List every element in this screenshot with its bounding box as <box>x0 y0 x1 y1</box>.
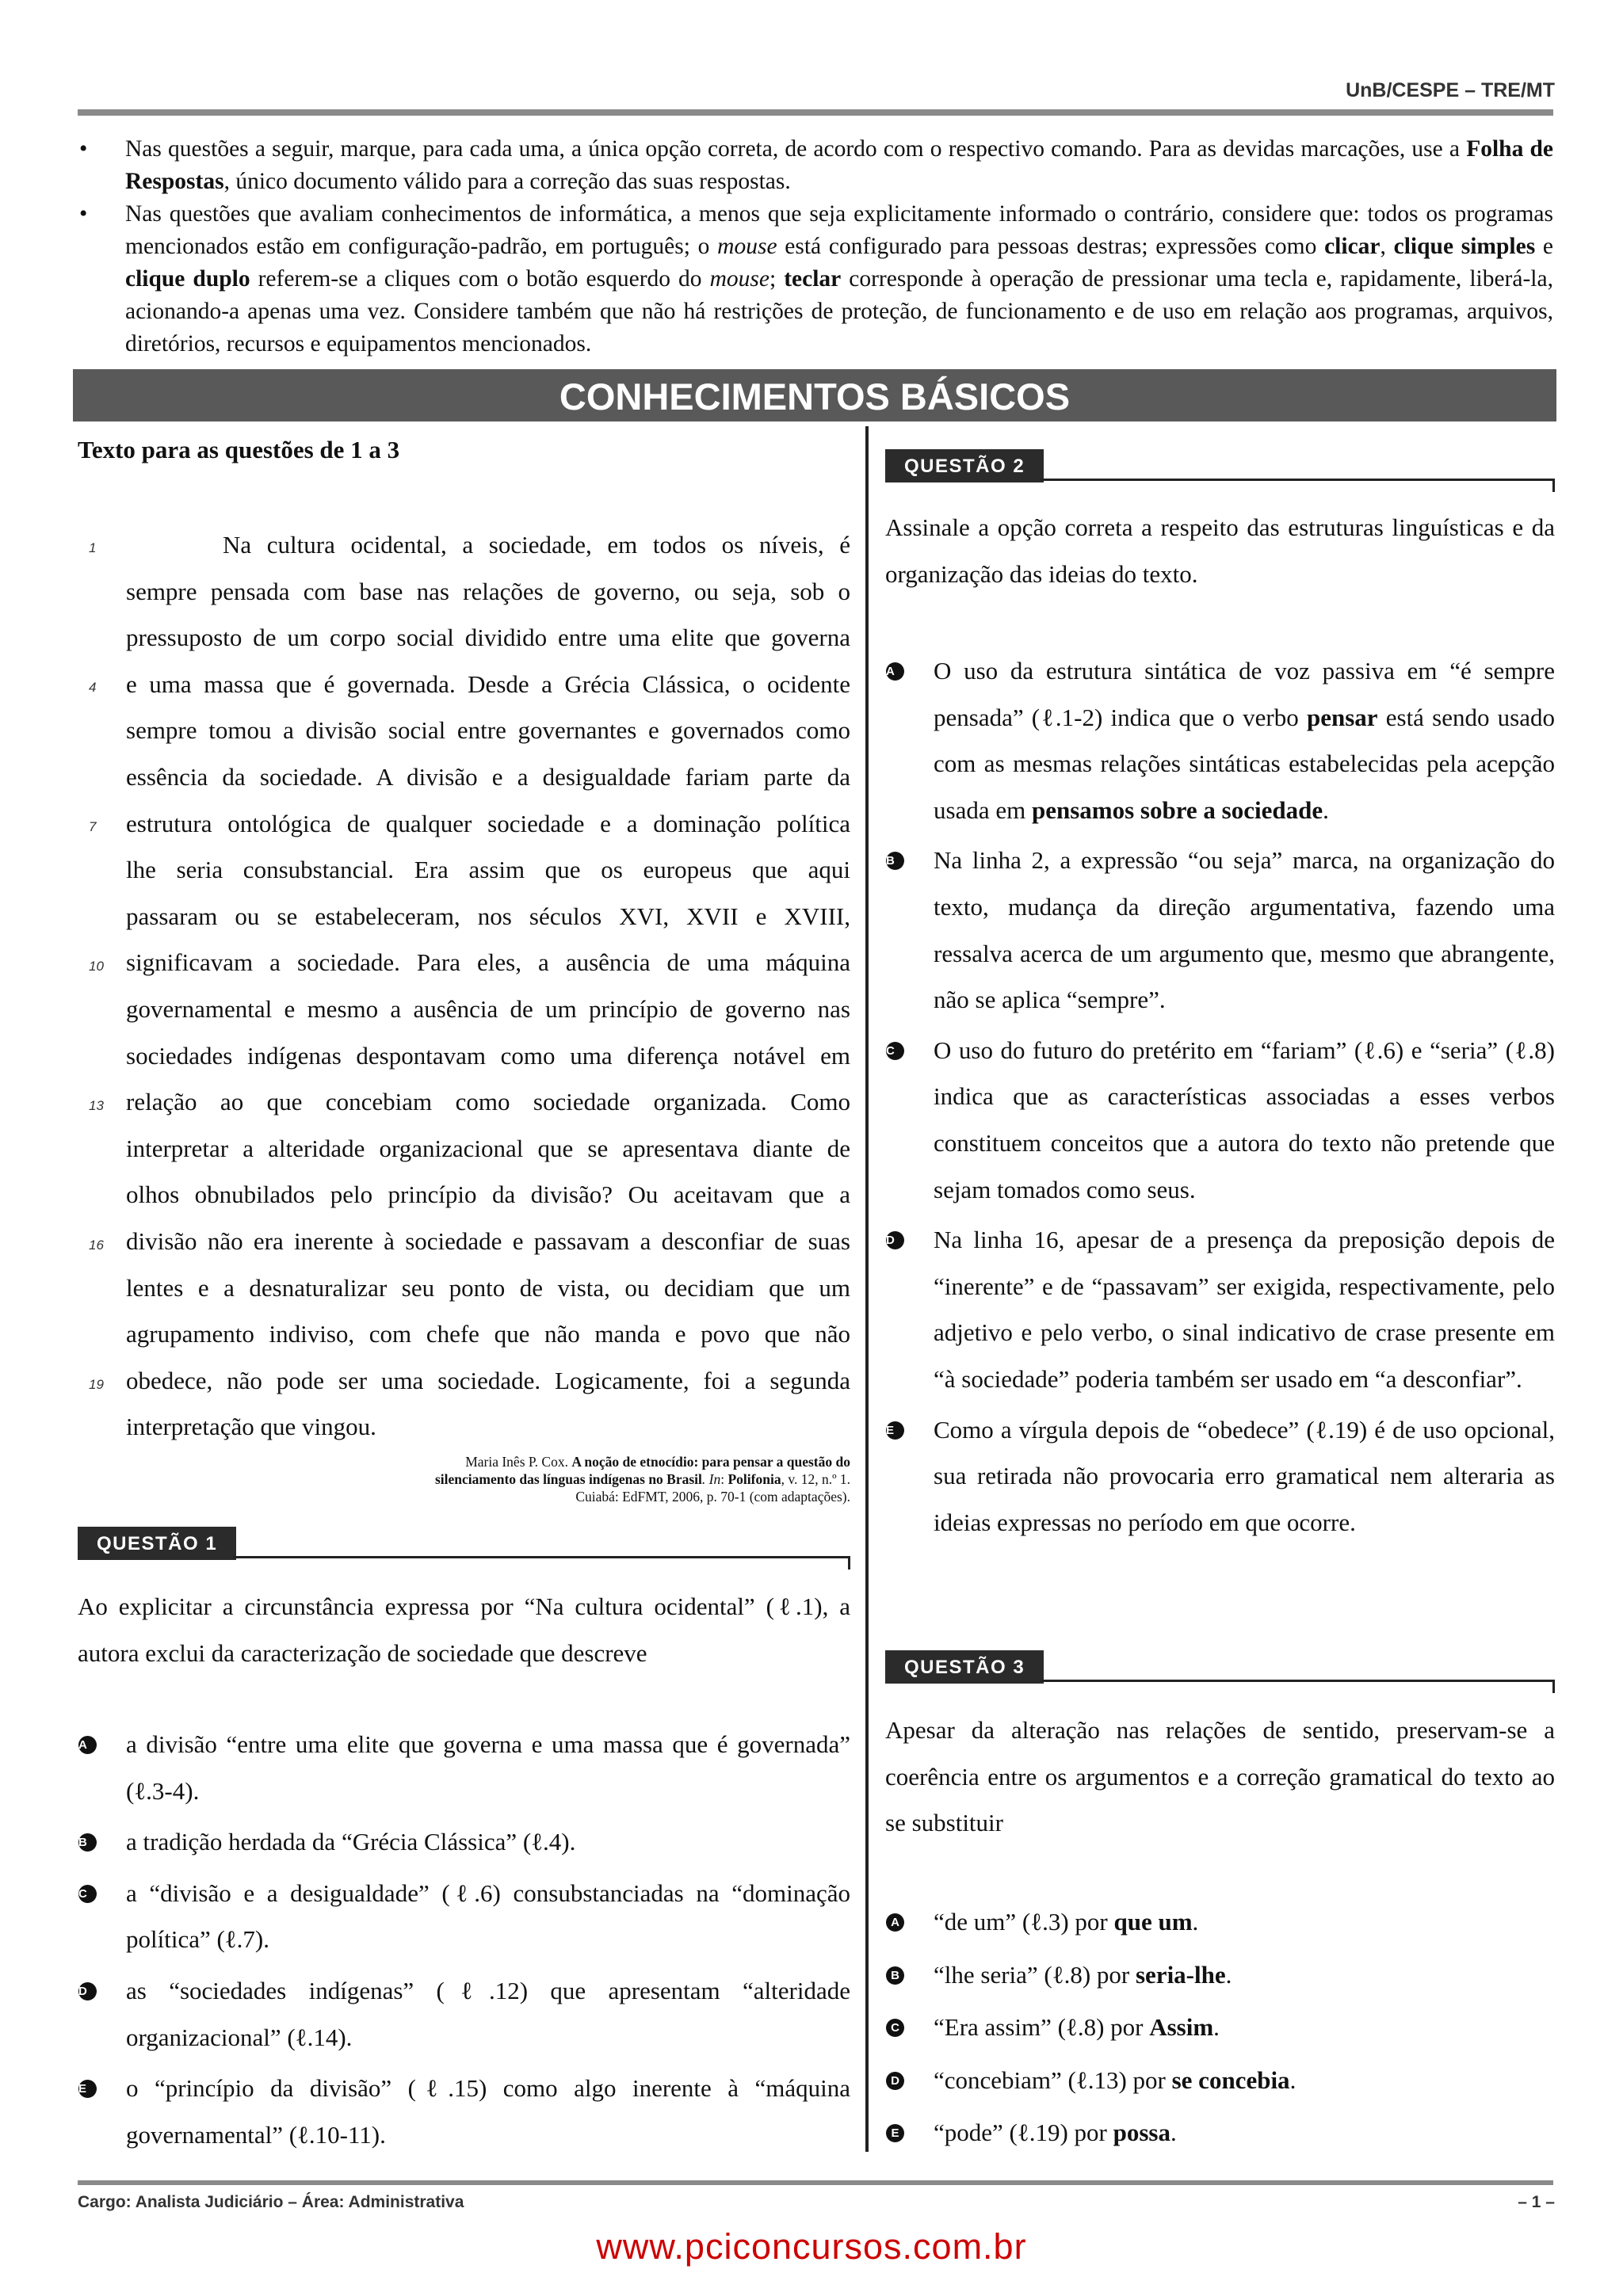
question-3-stem: Apesar da alteração nas relações de sentido, preservam-se a coerência entre os argumentos e a correção gramatical do texto ao se substituir <box>885 1716 1555 1837</box>
passage-line: governamental e mesmo a ausência de um princípio de governo nas <box>126 994 850 1023</box>
passage-line: sempre pensada com base nas relações de governo, ou seja, sob o <box>126 577 850 605</box>
question-1-options <box>78 1722 850 2158</box>
option-badge: B <box>886 852 904 870</box>
option-badge: B <box>78 1833 97 1852</box>
option-badge: A <box>886 662 904 681</box>
option-c[interactable]: C O uso do futuro do pretérito em “fariam” (ℓ.6) e “seria” (ℓ.8) indica que as características associadas a esses verbos constituem conceitos que a autora do texto não pretende que sejam tomados como seus. <box>886 1035 1555 1203</box>
option-a[interactable]: A “de um” (ℓ.3) por que um. <box>934 1899 1555 1946</box>
passage-line: agrupamento indiviso, com chefe que não manda e povo que não <box>126 1320 850 1348</box>
question-2-tag: QUESTÃO 2 <box>885 449 1044 482</box>
line-number: 19 <box>89 1377 104 1392</box>
option-badge: D <box>886 1231 904 1249</box>
text-source: Maria Inês P. Cox. A noção de etnocídio: para pensar a questão do silenciamento das línguas indígenas no Brasil. In: Polifonia, v. 12, n.º 1. Cuiabá: EdFMT, 2006, p. 70-1 (com adaptações). <box>434 1454 850 1505</box>
question-rule-tick <box>1552 479 1555 492</box>
footer-role: Cargo: Analista Judiciário – Área: Administrativa <box>78 2193 464 2211</box>
passage-line: significavam a sociedade. Para eles, a ausência de uma máquina <box>126 948 850 977</box>
page-number: – 1 – <box>1518 2193 1555 2211</box>
passage-line: lentes e a desnaturalizar seu ponto de vista, ou decidiam que um <box>126 1273 850 1302</box>
passage-line: divisão não era inerente à sociedade e passavam a desconfiar de suas <box>126 1226 850 1255</box>
option-badge: A <box>886 1913 904 1932</box>
option-c[interactable]: C a “divisão e a desigualdade” (ℓ.6) consubstanciadas na “dominação política” (ℓ.7). <box>78 1878 850 1954</box>
question-rule <box>1041 479 1555 481</box>
passage-line: interpretação que vingou. <box>126 1413 376 1441</box>
question-3-header <box>885 1650 1555 1684</box>
passage-line: sempre tomou a divisão social entre governantes e governados como <box>126 716 850 745</box>
line-number: 16 <box>89 1238 104 1253</box>
passage-line: pressuposto de um corpo social dividido entre uma elite que governa <box>126 624 850 652</box>
passage-line: relação ao que concebiam como sociedade organizada. Como <box>126 1088 850 1116</box>
passage-line: lhe seria consubstancial. Era assim que os europeus que aqui <box>126 856 850 884</box>
passage-line: Na cultura ocidental, a sociedade, em todos os níveis, é <box>223 531 850 559</box>
passage-line: e uma massa que é governada. Desde a Grécia Clássica, o ocidente <box>126 669 850 698</box>
passage-line: essência da sociedade. A divisão e a desigualdade fariam parte da <box>126 762 850 791</box>
passage-line: passaram ou se estabeleceram, nos séculos XVI, XVII e XVIII, <box>126 902 850 930</box>
exam-header: UnB/CESPE – TRE/MT <box>1346 79 1555 101</box>
passage-line: estrutura ontológica de qualquer sociedade e a dominação política <box>126 809 850 837</box>
question-rule-tick <box>1552 1680 1555 1693</box>
option-e[interactable]: E o “princípio da divisão” (ℓ.15) como algo inerente à “máquina governamental” (ℓ.10-11). <box>78 2074 850 2149</box>
site-url[interactable]: www.pciconcursos.com.br <box>596 2226 1027 2267</box>
passage-line: sociedades indígenas despontavam como uma diferença notável em <box>126 1041 850 1070</box>
question-1-stem: Ao explicitar a circunstância expressa por “Na cultura ocidental” (ℓ.1), a autora exclui da caracterização de sociedade que descreve <box>78 1592 850 1667</box>
instructions <box>78 133 1553 360</box>
question-rule <box>233 1556 850 1558</box>
option-badge: C <box>886 1042 904 1060</box>
question-2-header <box>885 449 1555 482</box>
footer-rule <box>78 2180 1553 2185</box>
option-b[interactable]: B a tradição herdada da “Grécia Clássica” (ℓ.4). <box>78 1828 576 1856</box>
option-badge: E <box>886 2124 904 2142</box>
option-badge: E <box>886 1421 904 1440</box>
option-d[interactable]: D Na linha 16, apesar de a presença da preposição depois de “inerente” e de “passavam” ser exigida, respectivamente, pelo adjetivo e pelo verbo, o sinal indicativo de crase presente em “à sociedade” poderia também ser usado em “a desconfiar”. <box>886 1226 1555 1393</box>
line-number: 1 <box>89 540 97 555</box>
passage-line: obedece, não pode ser uma sociedade. Logicamente, foi a segunda <box>126 1366 850 1394</box>
question-1-header <box>78 1527 850 1560</box>
line-number: 13 <box>89 1098 104 1113</box>
passage-line: olhos obnubilados pelo princípio da divisão? Ou aceitavam que a <box>126 1180 850 1209</box>
option-a[interactable]: A a divisão “entre uma elite que governa e uma massa que é governada” (ℓ.3-4). <box>78 1730 850 1805</box>
option-a[interactable]: A O uso da estrutura sintática de voz passiva em “é sempre pensada” (ℓ.1-2) indica que o verbo pensar está sendo usado com as mesmas relações sintáticas estabelecidas pela acepção usada em pensamos sobre a sociedade. <box>886 657 1556 824</box>
option-badge: D <box>886 2072 904 2090</box>
instruction-bullet-2: • Nas questões que avaliam conhecimentos de informática, a menos que seja explicitamente informado o contrário, considere que: todos os programas mencionados estão em configuração-padrão, em português; o mouse está configurado para pessoas destras; expressões como clicar, clique simples e clique duplo referem-se a cliques com o botão esquerdo do mouse; teclar corresponde à operação de pressionar uma tecla e, rapidamente, liberá-la, acionando-a apenas uma vez. Considere também que não há restrições de proteção, de funcionamento e de uso em relação aos programas, arquivos, diretórios, recursos e equipamentos mencionados. <box>78 198 1553 360</box>
section-banner: CONHECIMENTOS BÁSICOS <box>73 369 1556 421</box>
question-2-stem: Assinale a opção correta a respeito das estruturas linguísticas e da organização das ideias do texto. <box>885 513 1555 588</box>
option-e[interactable]: E “pode” (ℓ.19) por possa. <box>934 2110 1555 2157</box>
line-number: 4 <box>89 680 97 695</box>
option-badge: C <box>886 2019 904 2037</box>
question-3-options <box>891 1899 1555 2157</box>
question-rule <box>1041 1680 1555 1682</box>
option-badge: B <box>886 1966 904 1985</box>
passage-line: interpretar a alteridade organizacional que se apresentava diante de <box>126 1134 850 1162</box>
question-2-options <box>886 648 1556 1546</box>
header-rule <box>78 109 1553 116</box>
instruction-bullet-1: • Nas questões a seguir, marque, para cada uma, a única opção correta, de acordo com o respectivo comando. Para as devidas marcações, use a Folha de Respostas, único documento válido para a correção das suas respostas. <box>78 133 1553 198</box>
option-badge: C <box>78 1885 97 1903</box>
option-e[interactable]: E Como a vírgula depois de “obedece” (ℓ.19) é de uso opcional, sua retirada não provocaria erro gramatical nem alteraria as ideias expressas no período em que ocorre. <box>886 1415 1555 1536</box>
option-d[interactable]: D “concebiam” (ℓ.13) por se concebia. <box>934 2058 1555 2104</box>
option-c[interactable]: C “Era assim” (ℓ.8) por Assim. <box>934 2004 1555 2051</box>
question-1-tag: QUESTÃO 1 <box>78 1527 236 1560</box>
option-b[interactable]: B Na linha 2, a expressão “ou seja” marca, na organização do texto, mudança da direção argumentativa, fazendo uma ressalva acerca de um argumento que, mesmo que abrangente, não se aplica “sempre”. <box>886 846 1555 1014</box>
text-heading: Texto para as questões de 1 a 3 <box>78 436 400 463</box>
option-badge: D <box>78 1982 97 2000</box>
passage <box>126 522 850 1451</box>
option-badge: A <box>78 1736 97 1754</box>
question-3-tag: QUESTÃO 3 <box>885 1650 1044 1684</box>
line-number: 7 <box>89 819 97 834</box>
option-b[interactable]: B “lhe seria” (ℓ.8) por seria-lhe. <box>934 1952 1555 1999</box>
column-divider <box>865 426 869 2152</box>
option-badge: E <box>78 2080 97 2098</box>
line-number: 10 <box>89 959 104 974</box>
question-rule-tick <box>848 1556 850 1569</box>
option-d[interactable]: D as “sociedades indígenas” (ℓ.12) que apresentam “alteridade organizacional” (ℓ.14). <box>78 1976 850 2051</box>
